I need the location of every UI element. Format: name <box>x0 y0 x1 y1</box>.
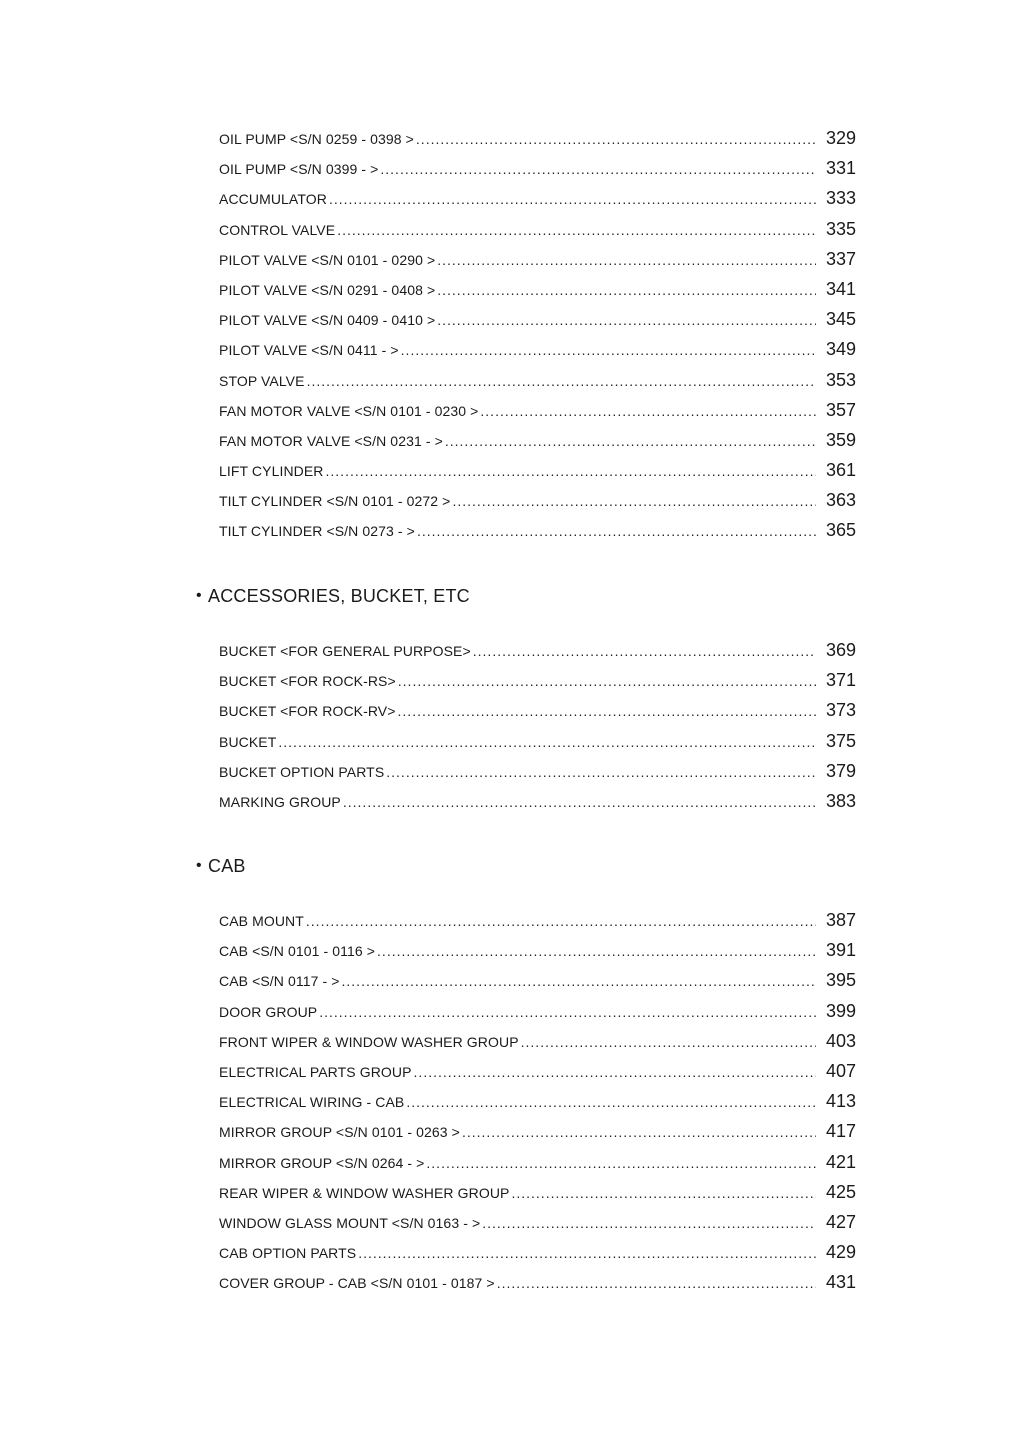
toc-entry-page-number: 359 <box>825 429 856 450</box>
toc-entry[interactable] <box>196 1031 856 1061</box>
toc-entry-page-number: 371 <box>825 670 856 691</box>
dot-leader <box>342 973 816 989</box>
toc-entry-page-number: 365 <box>825 520 856 541</box>
dot-leader <box>437 252 816 268</box>
dot-leader <box>401 342 816 358</box>
dot-leader <box>416 131 816 147</box>
toc-entry-title: MIRROR GROUP <S/N 0101 - 0263 > <box>219 1124 460 1141</box>
toc-section-hydraulic-list <box>196 128 856 551</box>
toc-entry-page-number: 363 <box>825 490 856 511</box>
toc-entry-title: TILT CYLINDER <S/N 0273 - > <box>219 523 415 540</box>
toc-entry-page-number: 431 <box>825 1272 856 1293</box>
toc-entry-page-number: 387 <box>825 910 856 930</box>
toc-entry[interactable] <box>196 670 856 700</box>
dot-leader <box>319 1004 816 1020</box>
toc-entry[interactable] <box>196 1242 856 1272</box>
toc-entry-title: COVER GROUP - CAB <S/N 0101 - 0187 > <box>219 1275 495 1292</box>
toc-entry-page-number: 349 <box>825 339 856 360</box>
toc-entry-page-number: 341 <box>825 278 856 299</box>
dot-leader <box>482 1215 816 1231</box>
dot-leader <box>307 373 816 389</box>
toc-entry-page-number: 417 <box>825 1121 856 1142</box>
toc-entry[interactable] <box>196 1091 856 1121</box>
toc-entry-title: BUCKET <box>219 733 277 750</box>
toc-entry[interactable] <box>196 188 856 218</box>
dot-leader <box>437 282 816 298</box>
toc-entry[interactable] <box>196 1121 856 1151</box>
toc-entry[interactable] <box>196 219 856 249</box>
toc-entry-page-number: 335 <box>825 218 856 239</box>
toc-entry-page-number: 421 <box>825 1151 856 1172</box>
toc-entry-page-number: 373 <box>825 700 856 721</box>
toc-entry-title: PILOT VALVE <S/N 0409 - 0410 > <box>219 312 436 329</box>
toc-entry[interactable] <box>196 400 856 430</box>
dot-leader <box>380 161 816 177</box>
toc-entry-page-number: 399 <box>825 1000 856 1021</box>
dot-leader <box>329 191 816 207</box>
toc-entry-page-number: 375 <box>825 730 856 751</box>
dot-leader <box>426 1155 816 1171</box>
dot-leader <box>497 1275 816 1291</box>
dot-leader <box>278 734 816 750</box>
toc-entry-page-number: 345 <box>825 309 856 330</box>
toc-entry[interactable] <box>196 970 856 1000</box>
toc-entry-title: MIRROR GROUP <S/N 0264 - > <box>219 1154 425 1171</box>
section-heading-accessories <box>196 582 470 610</box>
toc-entry[interactable] <box>196 430 856 460</box>
toc-entry-title: PILOT VALVE <S/N 0291 - 0408 > <box>219 281 436 298</box>
toc-entry[interactable] <box>196 279 856 309</box>
toc-entry[interactable] <box>196 1061 856 1091</box>
toc-entry-title: ACCUMULATOR <box>219 191 327 208</box>
toc-entry[interactable] <box>196 1182 856 1212</box>
toc-entry-title: BUCKET <FOR ROCK-RS> <box>219 673 396 690</box>
toc-entry-title: TILT CYLINDER <S/N 0101 - 0272 > <box>219 493 451 510</box>
toc-entry-title: REAR WIPER & WINDOW WASHER GROUP <box>219 1184 510 1201</box>
toc-entry[interactable] <box>196 158 856 188</box>
dot-leader <box>462 1124 816 1140</box>
dot-leader <box>306 913 816 929</box>
section-heading-label: ACCESSORIES, BUCKET, ETC <box>208 585 470 606</box>
toc-entry-title: WINDOW GLASS MOUNT <S/N 0163 - > <box>219 1214 481 1231</box>
toc-entry[interactable] <box>196 460 856 490</box>
toc-entry-page-number: 361 <box>825 460 856 481</box>
toc-entry-page-number: 407 <box>825 1060 856 1081</box>
toc-entry[interactable] <box>196 791 856 821</box>
dot-leader <box>511 1185 816 1201</box>
dot-leader <box>445 433 816 449</box>
toc-entry-page-number: 333 <box>825 188 856 209</box>
dot-leader <box>417 523 816 539</box>
toc-entry-title: FRONT WIPER & WINDOW WASHER GROUP <box>219 1033 519 1050</box>
toc-section-accessories-list <box>196 640 856 821</box>
toc-entry-title: ELECTRICAL PARTS GROUP <box>219 1063 412 1080</box>
section-heading-cab <box>196 852 246 880</box>
dot-leader <box>437 312 816 328</box>
toc-entry-page-number: 337 <box>825 248 856 269</box>
section-heading-label: CAB <box>208 855 246 876</box>
toc-entry[interactable] <box>196 640 856 670</box>
toc-entry[interactable] <box>196 128 856 158</box>
toc-entry-page-number: 427 <box>825 1211 856 1232</box>
toc-entry-title: CAB MOUNT <box>219 913 304 929</box>
toc-entry-title: CAB OPTION PARTS <box>219 1245 357 1262</box>
dot-leader <box>377 943 816 959</box>
toc-entry-page-number: 413 <box>825 1091 856 1112</box>
toc-entry[interactable] <box>196 731 856 761</box>
toc-entry[interactable] <box>196 910 856 940</box>
toc-entry-title: PILOT VALVE <S/N 0101 - 0290 > <box>219 251 436 268</box>
dot-leader <box>452 493 816 509</box>
bullet-icon: • <box>196 587 202 604</box>
toc-entry-page-number: 369 <box>825 640 856 660</box>
toc-entry[interactable] <box>196 370 856 400</box>
toc-entry-title: OIL PUMP <S/N 0399 - > <box>219 161 379 178</box>
toc-entry[interactable] <box>196 700 856 730</box>
toc-entry[interactable] <box>196 249 856 279</box>
toc-entry-title: STOP VALVE <box>219 372 305 389</box>
toc-entry[interactable] <box>196 339 856 369</box>
toc-entry-title: BUCKET OPTION PARTS <box>219 763 385 780</box>
toc-entry-title: FAN MOTOR VALVE <S/N 0231 - > <box>219 432 443 449</box>
toc-entry-title: BUCKET <FOR ROCK-RV> <box>219 703 396 720</box>
toc-entry-page-number: 403 <box>825 1030 856 1051</box>
toc-entry-page-number: 391 <box>825 940 856 961</box>
toc-entry[interactable] <box>196 520 856 550</box>
toc-section-cab-list <box>196 910 856 1302</box>
toc-entry-title: BUCKET <FOR GENERAL PURPOSE> <box>219 643 471 659</box>
toc-entry[interactable] <box>196 1272 856 1302</box>
dot-leader <box>480 403 816 419</box>
bullet-icon: • <box>196 857 202 874</box>
toc-entry-page-number: 353 <box>825 369 856 390</box>
dot-leader <box>473 643 816 659</box>
toc-entry-title: CAB <S/N 0101 - 0116 > <box>219 943 376 960</box>
dot-leader <box>406 1094 816 1110</box>
toc-entry[interactable] <box>196 940 856 970</box>
toc-entry-title: OIL PUMP <S/N 0259 - 0398 > <box>219 131 414 147</box>
toc-entry-title: LIFT CYLINDER <box>219 463 324 480</box>
toc-entry-page-number: 425 <box>825 1181 856 1202</box>
dot-leader <box>398 703 816 719</box>
toc-entry-title: DOOR GROUP <box>219 1003 318 1020</box>
toc-entry-page-number: 383 <box>825 790 856 811</box>
toc-entry-page-number: 331 <box>825 158 856 179</box>
toc-entry-title: PILOT VALVE <S/N 0411 - > <box>219 342 399 359</box>
dot-leader <box>343 794 816 810</box>
toc-entry-title: MARKING GROUP <box>219 793 341 810</box>
toc-entry[interactable] <box>196 1212 856 1242</box>
dot-leader <box>414 1064 816 1080</box>
dot-leader <box>521 1034 816 1050</box>
dot-leader <box>386 764 816 780</box>
toc-entry[interactable] <box>196 761 856 791</box>
toc-entry-page-number: 329 <box>825 128 856 148</box>
toc-entry-page-number: 429 <box>825 1242 856 1263</box>
toc-entry-title: CONTROL VALVE <box>219 221 336 238</box>
toc-entry-page-number: 395 <box>825 970 856 991</box>
dot-leader <box>337 222 816 238</box>
toc-entry[interactable] <box>196 309 856 339</box>
toc-entry-page-number: 379 <box>825 760 856 781</box>
toc-entry[interactable] <box>196 1152 856 1182</box>
toc-entry-page-number: 357 <box>825 399 856 420</box>
toc-entry[interactable] <box>196 490 856 520</box>
toc-entry-title: FAN MOTOR VALVE <S/N 0101 - 0230 > <box>219 402 479 419</box>
dot-leader <box>398 673 816 689</box>
toc-entry[interactable] <box>196 1001 856 1031</box>
toc-entry-title: CAB <S/N 0117 - > <box>219 973 340 990</box>
dot-leader <box>326 463 816 479</box>
toc-entry-title: ELECTRICAL WIRING - CAB <box>219 1094 405 1111</box>
dot-leader <box>358 1245 816 1261</box>
